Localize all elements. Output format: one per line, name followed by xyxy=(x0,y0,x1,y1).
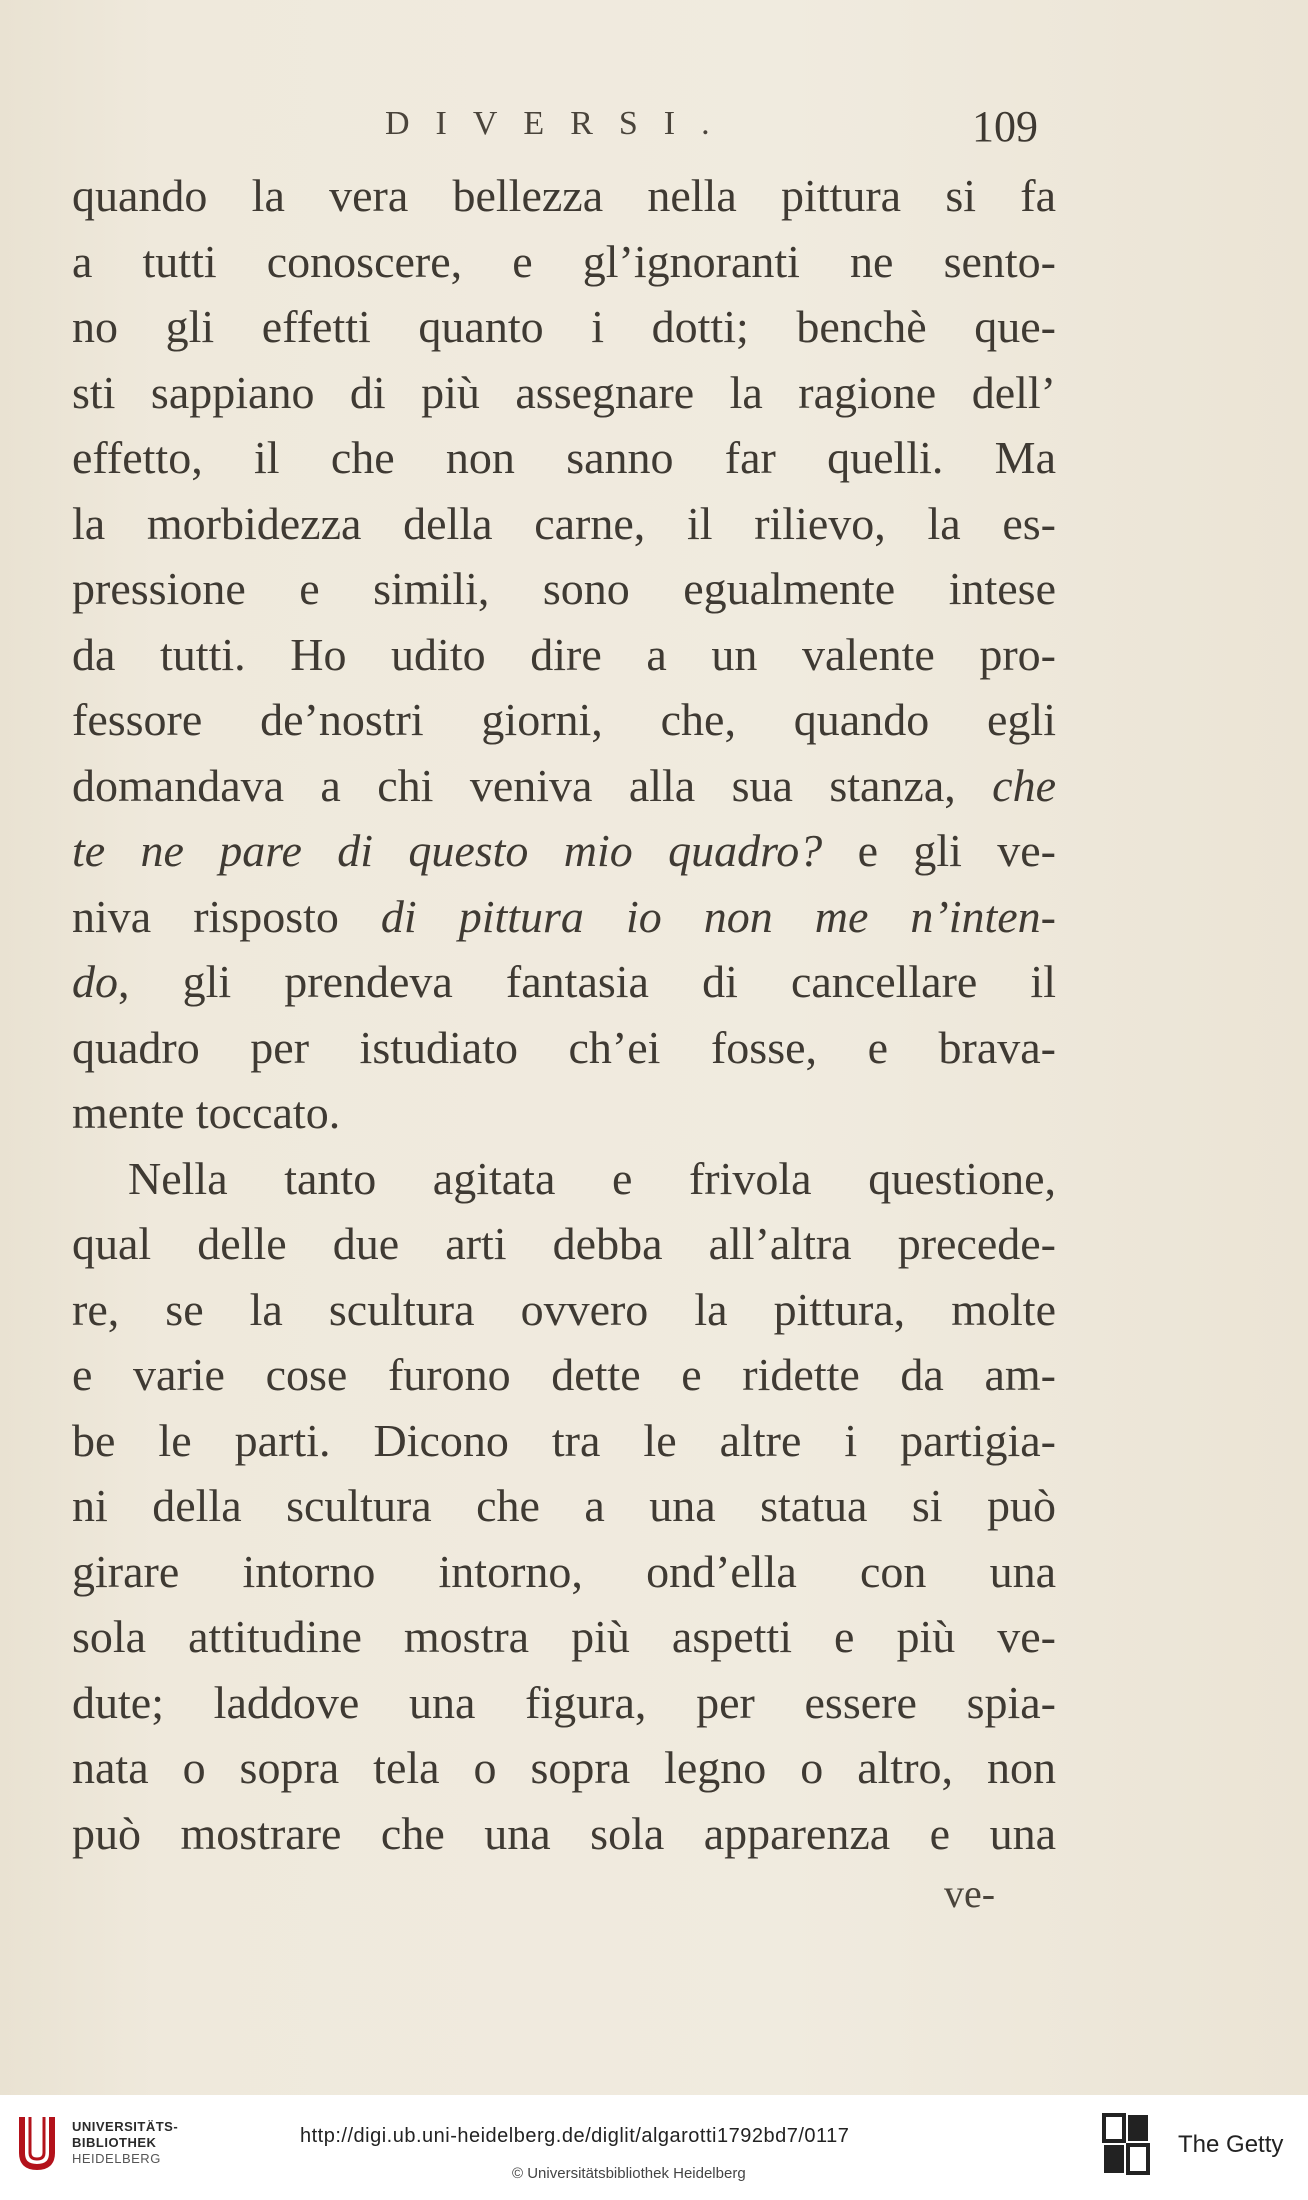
library-name-line3: HEIDELBERG xyxy=(72,2151,161,2166)
text-line xyxy=(72,1015,1056,1081)
text-run: da tutti. Ho udito dire a un valente pro- xyxy=(72,628,1056,680)
text-line xyxy=(72,556,1056,622)
page-number: 109 xyxy=(972,102,1038,151)
text-run: effetto, il che non sanno far quelli. Ma xyxy=(72,432,1056,483)
text-run: la morbidezza della carne, il rilievo, la es- xyxy=(72,497,1056,549)
text-line xyxy=(72,360,1056,426)
text-line xyxy=(72,753,1056,819)
running-head-title: DIVERSI. xyxy=(385,105,736,142)
text-line xyxy=(72,1670,1056,1736)
text-line xyxy=(72,1473,1056,1539)
italic-text-run: che xyxy=(992,759,1056,811)
text-run: mente toccato. xyxy=(72,1087,341,1138)
text-run: e gli ve- xyxy=(822,825,1056,876)
text-line xyxy=(72,1342,1056,1408)
text-run: no gli effetti quanto i dotti; benchè que- xyxy=(72,301,1056,352)
text-line xyxy=(72,687,1056,753)
text-line xyxy=(72,1604,1056,1670)
text-run: sti sappiano di più assegnare la ragione dell’ xyxy=(72,366,1056,418)
italic-text-run: do xyxy=(72,956,118,1007)
text-run: a tutti conoscere, e gl’ignoranti ne sento- xyxy=(72,235,1056,287)
text-run: be le parti. Dicono tra le altre i partigia- xyxy=(72,1414,1056,1466)
text-line xyxy=(72,622,1056,688)
catchword: ve- xyxy=(944,1871,996,1916)
body-text xyxy=(72,163,1056,1866)
text-run: fessore de’nostri giorni, che, quando egli xyxy=(72,694,1056,745)
text-run: e varie cose furono dette e ridette da am- xyxy=(72,1349,1056,1400)
italic-text-run: te ne pare di questo mio quadro? xyxy=(72,825,823,876)
viewer-footer xyxy=(0,2095,1308,2200)
text-line xyxy=(72,818,1056,884)
partner-name: The Getty xyxy=(1178,2131,1284,2158)
library-name-line2: BIBLIOTHEK xyxy=(72,2135,157,2150)
text-run: quando la vera bellezza nella pittura si fa xyxy=(72,170,1056,221)
text-line xyxy=(72,1277,1056,1343)
text-run: nata o sopra tela o sopra legno o altro, non xyxy=(72,1742,1056,1793)
text-line xyxy=(72,1211,1056,1277)
text-run: dute; laddove una figura, per essere spia- xyxy=(72,1676,1056,1728)
text-line xyxy=(72,949,1056,1015)
text-line xyxy=(72,1080,1056,1146)
text-line xyxy=(72,491,1056,557)
copyright-notice: © Universitätsbibliothek Heidelberg xyxy=(512,2165,746,2182)
text-line xyxy=(72,1735,1056,1801)
text-run: ni della scultura che a una statua si può xyxy=(72,1480,1056,1531)
running-head xyxy=(0,102,1308,165)
text-line xyxy=(72,229,1056,295)
text-line xyxy=(72,1146,1056,1212)
getty-logo-icon xyxy=(1100,2111,1152,2177)
permalink-url[interactable]: http://digi.ub.uni-heidelberg.de/diglit/algarotti1792bd7/0117 xyxy=(300,2125,850,2147)
text-run: Nella tanto agitata e frivola questione, xyxy=(128,1152,1056,1204)
university-library-name xyxy=(72,2119,178,2167)
university-library-logo-icon xyxy=(14,2113,60,2173)
text-run: può mostrare che una sola apparenza e una xyxy=(72,1807,1056,1859)
text-run: niva risposto xyxy=(72,890,381,942)
text-line xyxy=(72,884,1056,950)
text-run: quadro per istudiato ch’ei fosse, e brava- xyxy=(72,1021,1056,1073)
text-run: re, se la scultura ovvero la pittura, molte xyxy=(72,1283,1056,1335)
text-run: , gli prendeva fantasia di cancellare il xyxy=(118,956,1056,1007)
text-run: qual delle due arti debba all’altra precede- xyxy=(72,1218,1056,1269)
text-run: domandava a chi veniva alla sua stanza, xyxy=(72,759,993,811)
text-line xyxy=(72,425,1056,491)
text-line xyxy=(72,294,1056,360)
text-line xyxy=(72,1801,1056,1867)
italic-text-run: di pittura io non me n’inten- xyxy=(380,890,1056,942)
text-run: pressione e simili, sono egualmente intese xyxy=(72,563,1056,614)
text-line xyxy=(72,1539,1056,1605)
text-line xyxy=(72,163,1056,229)
library-name-line1: UNIVERSITÄTS- xyxy=(72,2119,179,2134)
text-line xyxy=(72,1408,1056,1474)
text-run: sola attitudine mostra più aspetti e più ve- xyxy=(72,1611,1056,1662)
text-run: girare intorno intorno, ond’ella con una xyxy=(72,1545,1056,1597)
